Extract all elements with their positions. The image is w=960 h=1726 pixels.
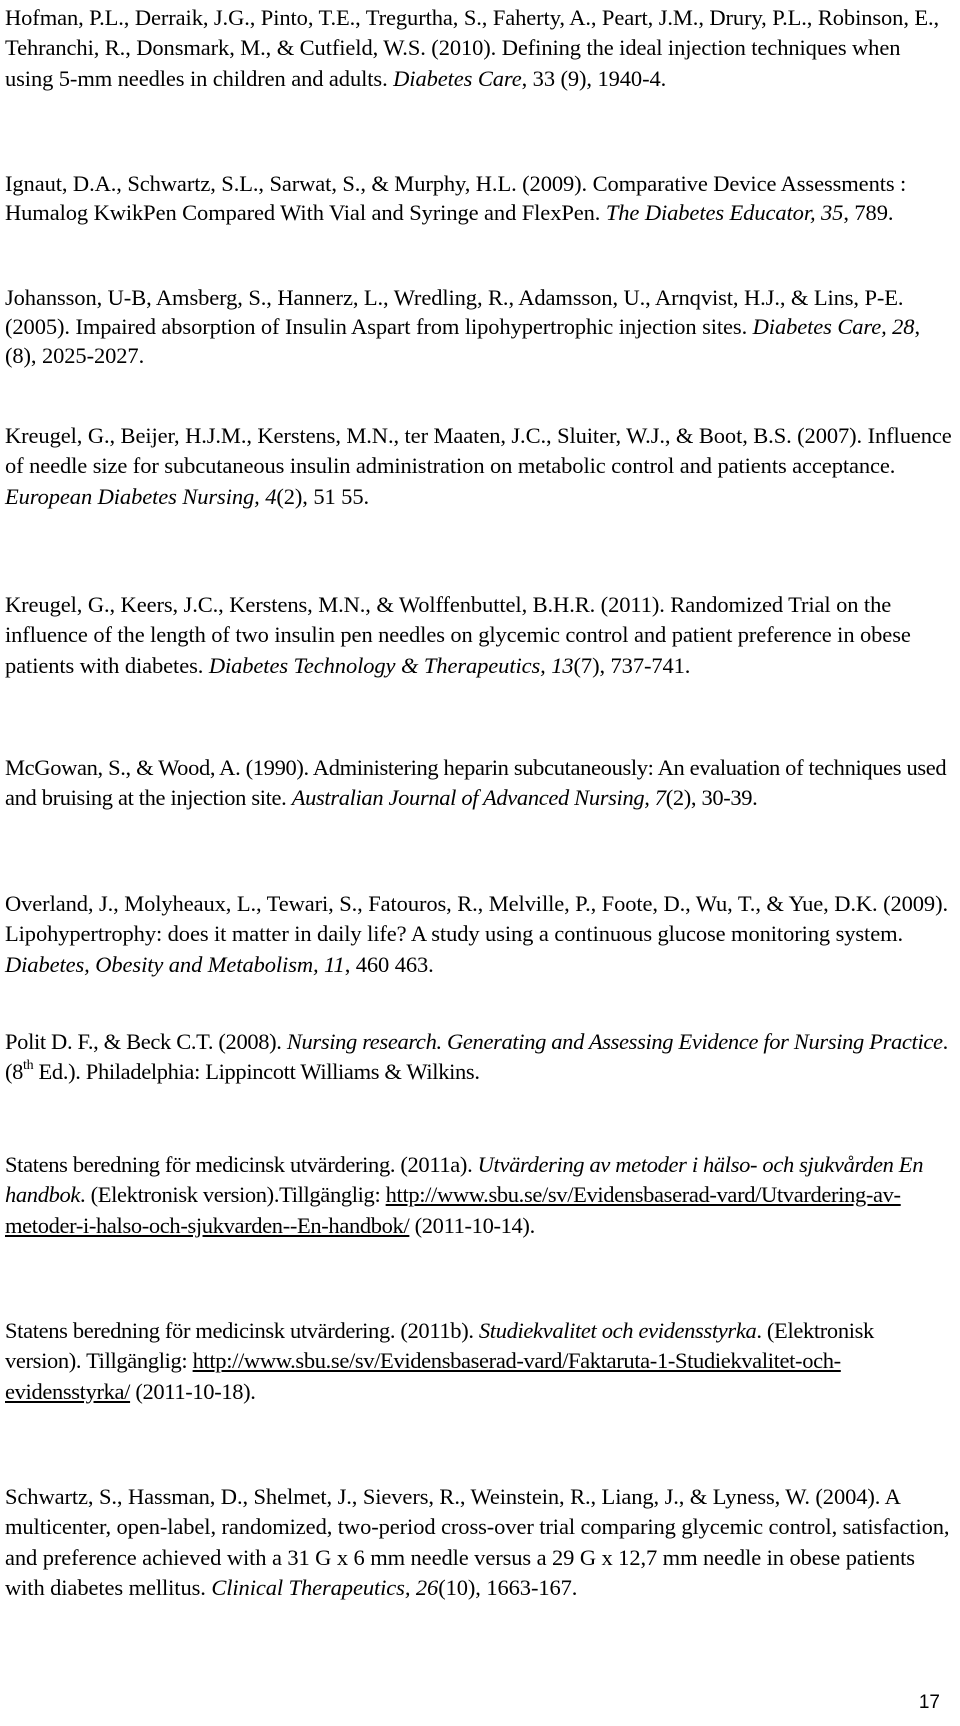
- reference-authors: Johansson, U-B, Amsberg, S., Hannerz, L., Wredling, R., Adamsson, U., Arnqvist, H.J., & Lins, P-E. (2005).: [5, 285, 904, 340]
- reference-title: Impaired absorption of Insulin Aspart from lipohypertrophic injection sites.: [75, 314, 748, 340]
- reference-entry: [5, 753, 953, 814]
- reference-title: Defining the ideal injection techniques when using 5-mm needles in children and adults.: [5, 35, 901, 91]
- reference-details: (2), 30-39.: [665, 785, 758, 811]
- reference-entry: [5, 590, 953, 681]
- reference-title: Comparative Device Assessments : Humalog KwikPen Compared With Vial and Syringe and FlexPen.: [5, 171, 907, 226]
- reference-details: . (Elektronisk version). Tillgänglig:: [5, 1318, 874, 1374]
- reference-entry: [5, 1150, 953, 1241]
- reference-details: , 789.: [843, 200, 894, 226]
- reference-authors: Polit D. F., & Beck C.T. (2008).: [5, 1029, 282, 1054]
- reference-title: Influence of needle size for subcutaneous insulin administration on metabolic control and patients acceptance.: [5, 423, 952, 479]
- reference-details: , (8), 2025-2027.: [5, 314, 920, 369]
- reference-details: . (Elektronisk version).Tillgänglig:: [80, 1182, 381, 1208]
- reference-title: Studiekvalitet och evidensstyrka: [478, 1318, 757, 1343]
- reference-entry: [5, 1027, 953, 1088]
- reference-url[interactable]: http://www.sbu.se/sv/Evidensbaserad-vard/Utvardering-av-metoder-i-halso-och-sjukvarden--En-handbok/: [5, 1182, 901, 1238]
- reference-details: (2), 51 55.: [276, 483, 369, 509]
- reference-journal: Australian Journal of Advanced Nursing, 7: [291, 785, 666, 811]
- reference-title: Lipohypertrophy: does it matter in daily life? A study using a continuous glucose monitoring system.: [5, 921, 904, 947]
- page-number: 17: [918, 1692, 940, 1713]
- reference-entry: [5, 889, 953, 980]
- reference-entry: [5, 1482, 953, 1603]
- reference-details: (7), 737-741.: [573, 652, 691, 678]
- reference-title: Nursing research. Generating and Assessing Evidence for Nursing Practice: [286, 1029, 943, 1054]
- reference-authors: Overland, J., Molyheaux, L., Tewari, S., Fatouros, R., Melville, P., Foote, D., Wu, T., & Yue, D.K. (2009).: [5, 891, 948, 916]
- reference-authors: Kreugel, G., Keers, J.C., Kerstens, M.N., & Wolffenbuttel, B.H.R. (2011).: [5, 592, 665, 617]
- reference-entry: [5, 3, 953, 94]
- reference-authors: Hofman, P.L., Derraik, J.G., Pinto, T.E., Tregurtha, S., Faherty, A., Peart, J.M., Drury, P.L., Robinson, E., Tehranchi, R., Donsmark, M., & Cutfield, W.S. (2010).: [5, 5, 940, 61]
- reference-journal: Diabetes Care, 28: [752, 314, 915, 340]
- reference-url[interactable]: http://www.sbu.se/sv/Evidensbaserad-vard/Faktaruta-1-Studiekvalitet-och-evidensstyrka/: [5, 1348, 841, 1404]
- reference-authors: Ignaut, D.A., Schwartz, S.L., Sarwat, S., & Murphy, H.L. (2009).: [5, 171, 588, 196]
- edition-superscript: th: [23, 1058, 34, 1074]
- reference-entry: [5, 283, 953, 371]
- reference-journal: Diabetes Care: [393, 65, 522, 91]
- reference-title: Administering heparin subcutaneously: An evaluation of techniques used and bruising at the injection site.: [5, 755, 947, 811]
- reference-journal: Diabetes Technology & Therapeutics, 13: [208, 652, 574, 678]
- reference-entry: [5, 169, 953, 227]
- reference-title: Utvärdering av metoder i hälso- och sjukvården En handbok: [5, 1152, 924, 1208]
- reference-details: , 460 463.: [344, 951, 434, 977]
- reference-accessed: (2011-10-14).: [409, 1212, 535, 1238]
- reference-authors: McGowan, S., & Wood, A. (1990).: [5, 755, 309, 780]
- reference-authors: Schwartz, S., Hassman, D., Shelmet, J., Sievers, R., Weinstein, R., Liang, J., & Lyness, W. (2004).: [5, 1484, 881, 1509]
- reference-journal: Diabetes, Obesity and Metabolism, 11: [5, 951, 345, 977]
- reference-accessed: (2011-10-18).: [130, 1378, 256, 1404]
- reference-journal: The Diabetes Educator, 35: [605, 200, 844, 226]
- reference-title: A multicenter, open-label, randomized, two-period cross-over trial comparing glycemic control, satisfaction, and preference achieved with a 31 G x 6 mm needle versus a 29 G x 12,7 mm needle in obese patients with diabetes mellitus.: [5, 1484, 950, 1600]
- reference-details: , 33 (9), 1940-4.: [521, 65, 667, 91]
- reference-authors: Statens beredning för medicinsk utvärdering. (2011a).: [5, 1152, 473, 1177]
- reference-entry: [5, 421, 953, 512]
- reference-journal: Clinical Therapeutics, 26: [211, 1574, 439, 1600]
- reference-journal: European Diabetes Nursing, 4: [5, 483, 277, 509]
- reference-details: . (8: [5, 1029, 948, 1085]
- reference-authors: Statens beredning för medicinsk utvärdering. (2011b).: [5, 1318, 474, 1343]
- reference-authors: Kreugel, G., Beijer, H.J.M., Kerstens, M.N., ter Maaten, J.C., Sluiter, W.J., & Boot, B.S. (2007).: [5, 423, 863, 448]
- reference-publisher: Ed.). Philadelphia: Lippincott Williams & Wilkins.: [33, 1059, 480, 1085]
- reference-title: Randomized Trial on the influence of the length of two insulin pen needles on glycemic control and patient preference in obese patients with diabetes.: [5, 592, 911, 678]
- reference-details: (10), 1663-167.: [438, 1574, 578, 1600]
- reference-entry: [5, 1316, 953, 1407]
